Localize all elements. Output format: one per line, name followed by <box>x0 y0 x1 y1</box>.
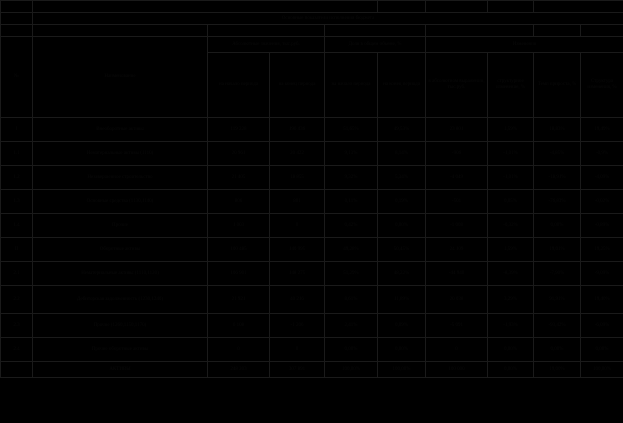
row-end-abs: 20 422 <box>270 142 325 166</box>
row-end-share: 8,14% <box>378 142 426 166</box>
row-end-share: 0,00% <box>378 214 426 238</box>
col-header-end-share: на конец периода <box>378 53 426 118</box>
row-structural-change: -1,01% <box>488 166 534 190</box>
table-row <box>1 142 623 166</box>
row-end-abs: 148 275 <box>270 262 325 286</box>
row-structural-change: -1,01% <box>488 142 534 166</box>
row-end-share: 48,22% <box>378 262 426 286</box>
row-absolute-change: -501 <box>426 190 488 214</box>
row-start-share: 2,41% <box>325 314 378 338</box>
row-structure-of-change: -4,09% <box>581 166 623 190</box>
row-structural-change: -0,32% <box>488 214 534 238</box>
row-name: Незавершенное строительство <box>33 166 208 190</box>
row-end-abs: 40 216 <box>270 286 325 314</box>
row-absolute-change: -1 008 <box>426 214 488 238</box>
total-start-abs: 248 203 <box>208 362 270 378</box>
row-end-share: 50,45% <box>378 238 426 262</box>
table-row <box>1 262 623 286</box>
table-row <box>1 214 623 238</box>
row-start-abs: 21 921 <box>208 286 270 314</box>
row-structure-of-change: -0,9% <box>581 142 623 166</box>
row-start-share: 0,42% <box>325 214 378 238</box>
row-end-abs: 0 <box>270 214 325 238</box>
row-start-share: 9,13% <box>325 142 378 166</box>
row-start-share: 8,61% <box>325 286 378 314</box>
header-band-cell-6 <box>534 1 623 13</box>
group-absolute-values: Абсолютные значения, тыс.руб. <box>208 37 325 53</box>
row-start-abs: 119 228 <box>208 118 270 142</box>
row-no: II <box>1 238 33 262</box>
row-name: Дебиторская задолженность (1230,1240) <box>33 286 208 314</box>
header-band-row <box>1 1 623 13</box>
spacer-cell-5 <box>426 25 534 37</box>
group-share-values: Доля в общем объеме, % <box>325 37 426 53</box>
col-header-start-abs: на начало периода <box>208 53 270 118</box>
col-header-structural-change: структурное изменение, % <box>488 53 534 118</box>
row-name: Основные средства (1130,1140) <box>33 190 208 214</box>
row-growth-rate: -4,85% <box>534 142 581 166</box>
row-structure-of-change: 0,00% <box>581 338 623 362</box>
row-start-abs: 806 <box>208 190 270 214</box>
row-name: Внеоборотные активы <box>33 118 208 142</box>
document-title: Основные показатели исполнения бюджета <box>33 13 623 25</box>
total-structural-change: 0,00% <box>488 362 534 378</box>
row-structure-of-change: -0,02% <box>581 190 623 214</box>
table-row <box>1 286 623 314</box>
total-end-abs: 307 891 <box>270 362 325 378</box>
total-start-share: 100,00% <box>325 362 378 378</box>
spacer-cell-6 <box>534 25 581 37</box>
row-end-abs: 196 436 <box>270 118 325 142</box>
row-growth-rate: -76,83% <box>534 190 581 214</box>
row-no: 2.2 <box>1 286 33 314</box>
table-row <box>1 238 623 262</box>
row-no: 1.2 <box>1 166 33 190</box>
row-growth-rate: 0,00% <box>534 338 581 362</box>
title-spacer-left <box>1 13 33 25</box>
row-start-abs: 100 485 <box>208 238 270 262</box>
row-absolute-change: -44 940 <box>426 262 488 286</box>
row-end-abs: 0 <box>270 338 325 362</box>
row-structural-change: -1,93% <box>488 314 534 338</box>
col-header-growth-rate: Темп прироста, % <box>534 53 581 118</box>
row-growth-rate: 18,83% <box>534 118 581 142</box>
row-no: I <box>1 118 33 142</box>
row-end-share: 0,00% <box>378 338 426 362</box>
total-no <box>1 362 33 378</box>
spacer-cell-1 <box>1 25 33 37</box>
row-structural-change: 1,59% <box>488 238 534 262</box>
total-label: АКТИВЫ <box>33 362 208 378</box>
row-growth-rate: -93,42% <box>534 314 581 338</box>
table-row <box>1 338 623 362</box>
row-absolute-change: -4 049 <box>426 166 488 190</box>
row-absolute-change: 20 038 <box>426 286 488 314</box>
row-end-abs: 801 <box>270 190 325 214</box>
row-growth-rate: 0,00% <box>534 214 581 238</box>
spacer-cell-4 <box>325 25 426 37</box>
row-name: Оборотные активы <box>33 238 208 262</box>
row-structure-of-change: 19,49% <box>581 118 623 142</box>
row-name: Нематериальные активы (1110,1120) <box>33 262 208 286</box>
table-row <box>1 166 623 190</box>
row-structure-of-change: 19,25% <box>581 238 623 262</box>
row-end-abs: -1 206 <box>270 314 325 338</box>
row-no: 2.4 <box>1 338 33 362</box>
header-band-cell-2 <box>33 1 378 13</box>
table-row <box>1 190 623 214</box>
spacer-cell-7 <box>581 25 623 37</box>
row-no: 1.3 <box>1 190 33 214</box>
row-structural-change: 3,29% <box>488 286 534 314</box>
col-header-absolute-change: в абсолютном выражении, тыс.руб. <box>426 53 488 118</box>
total-growth-rate: 19,00% <box>534 362 581 378</box>
row-structural-change: -8,39% <box>488 262 534 286</box>
row-start-abs: 20 961 <box>208 142 270 166</box>
row-name: Прочие оборотные активы <box>33 338 208 362</box>
row-absolute-change: -906 <box>426 142 488 166</box>
row-structural-change: 0,05% <box>488 190 534 214</box>
row-end-abs: 18 855 <box>270 166 325 190</box>
table-row <box>1 314 623 338</box>
row-start-share: 0,00% <box>325 338 378 362</box>
row-structure-of-change: -0,89% <box>581 214 623 238</box>
row-structural-change: 0,00% <box>488 338 534 362</box>
row-absolute-change: 23 801 <box>426 118 488 142</box>
row-no: 1.1 <box>1 142 33 166</box>
row-start-share: 51,65% <box>325 118 378 142</box>
header-band-cell-4 <box>426 1 488 13</box>
row-name: Прочие (1260,1150,1170) <box>33 314 208 338</box>
group-header-row <box>1 37 623 53</box>
row-start-abs: 21 405 <box>208 166 270 190</box>
row-start-share: 0,11% <box>325 190 378 214</box>
spacer-cell-3 <box>208 25 325 37</box>
row-absolute-change: 0 <box>426 338 488 362</box>
row-absolute-change: 24 109 <box>426 238 488 262</box>
row-end-share: 0,19% <box>378 190 426 214</box>
total-structure-of-change: 100,00% <box>581 362 623 378</box>
row-start-share: 49,28% <box>325 238 378 262</box>
table-row <box>1 118 623 142</box>
total-end-share: 100,00% <box>378 362 426 378</box>
row-end-share: 49,53% <box>378 118 426 142</box>
row-name: Прочие <box>33 214 208 238</box>
row-start-abs: 1 003 <box>208 214 270 238</box>
row-start-abs: 106 901 <box>208 262 270 286</box>
col-header-end-abs: на конец периода <box>270 53 325 118</box>
row-growth-rate: 19,01% <box>534 238 581 262</box>
row-growth-rate: 91,91% <box>534 286 581 314</box>
total-absolute-change: 100 000 <box>426 362 488 378</box>
row-end-abs: 140 995 <box>270 238 325 262</box>
spacer-cell-2 <box>33 25 208 37</box>
row-growth-rate: -7,90% <box>534 262 581 286</box>
row-absolute-change: -5 091 <box>426 314 488 338</box>
row-start-share: 9,32% <box>325 166 378 190</box>
col-header-structure-of-change: Структура изменения, % <box>581 53 623 118</box>
total-row <box>1 362 623 378</box>
row-no: 2.3 <box>1 314 33 338</box>
row-name: Нематериальные активы (1110) <box>33 142 208 166</box>
header-band-cell-5 <box>488 1 534 13</box>
row-end-share: 5,34% <box>378 166 426 190</box>
header-band-cell-1 <box>1 1 33 13</box>
row-start-abs: 0 <box>208 338 270 362</box>
row-start-share: 51,29% <box>325 262 378 286</box>
row-structural-change: 1,59% <box>488 118 534 142</box>
row-end-share: 11,89% <box>378 286 426 314</box>
spacer-row <box>1 25 623 37</box>
document-title-row <box>1 13 623 25</box>
col-header-start-share: на начало периода <box>325 53 378 118</box>
row-structure-of-change: -6,09% <box>581 314 623 338</box>
row-structure-of-change: -9,09% <box>581 262 623 286</box>
row-growth-rate: -18,91% <box>534 166 581 190</box>
row-end-share: 0,09% <box>378 314 426 338</box>
row-no: 2.1 <box>1 262 33 286</box>
row-start-abs: 6 108 <box>208 314 270 338</box>
group-changes: Изменения <box>426 37 623 53</box>
header-band-cell-3 <box>378 1 426 13</box>
group-col-no: № <box>1 37 33 118</box>
row-no: 1.4 <box>1 214 33 238</box>
group-col-name: Наименование <box>33 37 208 118</box>
row-structure-of-change: 19,40% <box>581 286 623 314</box>
